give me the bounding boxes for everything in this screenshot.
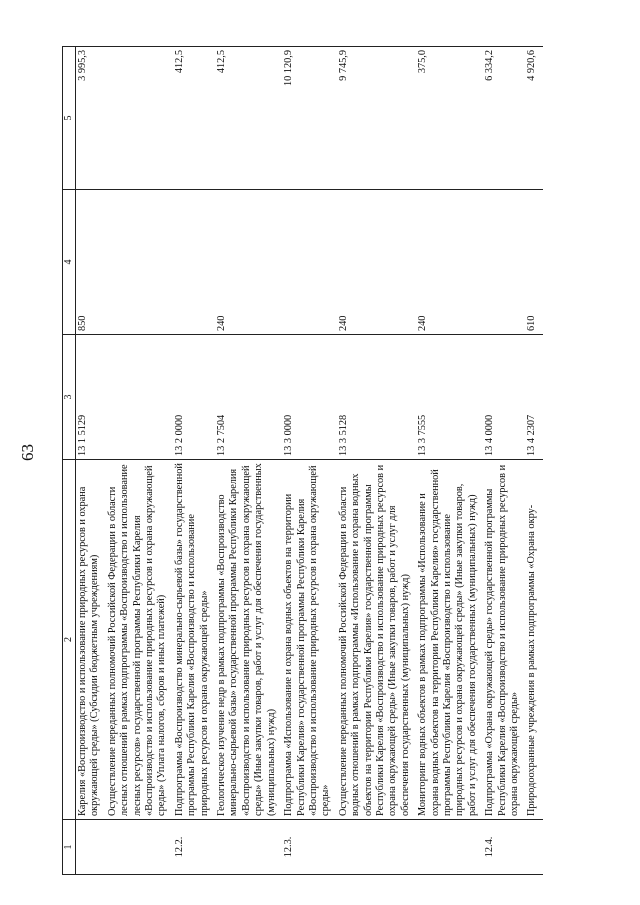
row-amount: 4 920,6 [525,47,542,190]
table-row [106,47,173,875]
row-amount: 10 120,9 [282,47,337,190]
row-number [525,820,542,875]
column-header: 1 [63,820,76,875]
row-expense-type: 610 [525,190,542,335]
column-header: 4 [63,190,76,335]
row-number [416,820,483,875]
table-row [337,47,416,875]
row-expense-type: 240 [416,190,483,335]
row-amount: 3 995,3 [76,47,106,190]
row-amount [106,47,173,190]
row-number: 12.2. [173,820,215,875]
row-code: 13 2 0000 [173,335,215,460]
row-expense-type [173,190,215,335]
row-code: 13 4 2307 [525,335,542,460]
row-expense-type: 240 [337,190,416,335]
row-amount: 6 334,2 [483,47,525,190]
table-row [483,47,525,875]
row-name: Карелия «Воспроизводство и использование природных ресурсов и охрана окружающей среды» (Субсидии бюджетным учреждениям) [76,460,106,820]
row-amount: 375,0 [416,47,483,190]
row-number [106,820,173,875]
table-row [282,47,337,875]
row-name: Подпрограмма «Использование и охрана водных объектов на территории Республики Карелия» государственной программы Республики Карелия «Воспроизводство и использование природных ресурсов и охрана окружающей среды» [282,460,337,820]
row-code: 13 3 5128 [337,335,416,460]
column-header: 3 [63,335,76,460]
row-name: Подпрограмма «Воспроизводство минерально-сырьевой базы» государственной программы Республики Карелия «Воспроизводство и использование природных ресурсов и охрана окружающей среды» [173,460,215,820]
row-expense-type [483,190,525,335]
row-code: 13 3 0000 [282,335,337,460]
row-code: 13 1 5129 [76,335,106,460]
row-expense-type [282,190,337,335]
row-number [76,820,106,875]
row-name: Подпрограмма «Охрана окружающей среды» государственной программы Республики Карелия «Воспроизводство и использование природных ресурсов и охрана окружающей среды» [483,460,525,820]
row-name: Осуществление переданных полномочий Российской Федерации в области лесных отношений в рамках подпрограммы «Воспроизводство и использование лесных ресурсов» государственной программы Республики Карелия «Воспроизводство и использование природных ресурсов и охрана окружающей среды» (Уплата налогов, сборов и иных платежей) [106,460,173,820]
row-number [337,820,416,875]
row-name: Осуществление переданных полномочий Российской Федерации в области водных отношений в рамках подпрограммы «Использование и охрана водных объектов на территории Республики Карелия» государственной программы Республики Карелия «Воспроизводство и использование природных ресурсов и охрана окружающей среды» (Иные закупки товаров, работ и услуг для обеспечения государственных (муниципальных) нужд) [337,460,416,820]
page-number: 63 [18,444,37,461]
row-amount: 9 745,9 [337,47,416,190]
row-code: 13 2 7504 [215,335,282,460]
row-code [106,335,173,460]
row-amount: 412,5 [215,47,282,190]
table-row [76,47,106,875]
row-expense-type [106,190,173,335]
row-name: Мониторинг водных объектов в рамках подпрограммы «Использование и охрана водных объектов на территории Республики Карелия» государственной программы Республики Карелия «Воспроизводство и использование природных ресурсов и охрана окружающей среды» (Иные закупки товаров, работ и услуг для обеспечения государственных (муниципальных) нужд) [416,460,483,820]
column-header: 2 [63,460,76,820]
row-expense-type: 240 [215,190,282,335]
row-amount: 412,5 [173,47,215,190]
row-number: 12.3. [282,820,337,875]
row-expense-type: 850 [76,190,106,335]
table-row [525,47,542,875]
row-code: 13 4 0000 [483,335,525,460]
budget-table [62,46,543,875]
row-code: 13 3 7555 [416,335,483,460]
row-name: Геологическое изучение недр в рамках подпрограммы «Воспроизводство минерально-сырьевой базы» государственной программы Республики Карелия «Воспроизводство и использование природных ресурсов и охрана окружающей среды» (Иные закупки товаров, работ и услуг для обеспечения государственных (муниципальных) нужд) [215,460,282,820]
row-number: 12.4. [483,820,525,875]
column-header: 5 [63,47,76,190]
table-row [416,47,483,875]
table-header-row [63,47,76,875]
row-number [215,820,282,875]
row-name: Природоохранные учреждения в рамках подпрограммы «Охрана окру- [525,460,542,820]
table-row [173,47,215,875]
table-row [215,47,282,875]
